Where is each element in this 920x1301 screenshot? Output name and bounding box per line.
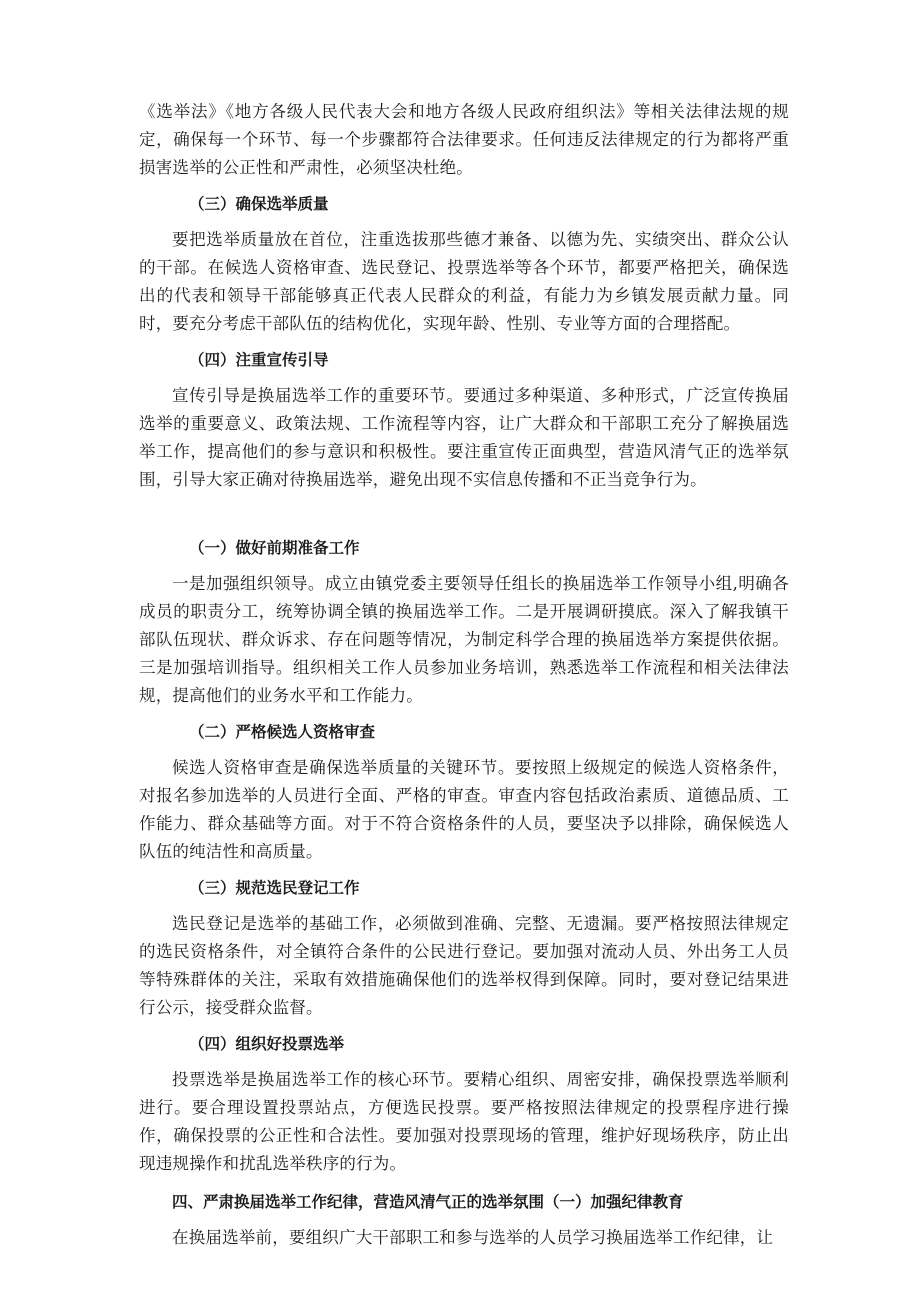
heading-preparation: （一）做好前期准备工作 — [189, 539, 360, 557]
paragraph-preparation: 一是加强组织领导。成立由镇党委主要领导任组长的换届选举工作领导小组,明确各成员的职责分工，统筹协调全镇的换届选举工作。二是开展调研摸底。深入了解我镇干部队伍现状、群众诉求、存在问题等情况，为制定科学合理的换届选举方案提供依据。三是加强培训指导。组织相关工作人员参加业务培训，熟悉选举工作流程和相关法律法规，提高他们的业务水平和工作能力。 — [139, 574, 789, 705]
paragraph-publicity-guidance: 宣传引导是换届选举工作的重要环节。要通过多种渠道、多种形式，广泛宣传换届选举的重要意义、政策法规、工作流程等内容，让广大群众和干部职工充分了解换届选举工作，提高他们的参与意识和积极性。要注重宣传正面典型，营造风清气正的选举氛围，引导大家正确对待换届选举，避免出现不实信息传播和不正当竞争行为。 — [139, 386, 789, 489]
heading-ensure-quality: （三）确保选举质量 — [189, 195, 329, 213]
heading-candidate-review: （二）严格候选人资格审查 — [189, 723, 376, 741]
heading-voting: （四）组织好投票选举 — [189, 1035, 345, 1053]
paragraph-voting: 投票选举是换届选举工作的核心环节。要精心组织、周密安排，确保投票选举顺利进行。要合理设置投票站点，方便选民投票。要严格按照法律规定的投票程序进行操作，确保投票的公正性和合法性。要加强对投票现场的管理，维护好现场秩序，防止出现违规操作和扰乱选举秩序的行为。 — [139, 1070, 789, 1173]
heading-voter-registration: （三）规范选民登记工作 — [189, 879, 360, 897]
paragraph-candidate-review: 候选人资格审查是确保选举质量的关键环节。要按照上级规定的候选人资格条件，对报名参加选举的人员进行全面、严格的审查。审查内容包括政治素质、道德品质、工作能力、群众基础等方面。对于不符合资格条件的人员，要坚决予以排除，确保候选人队伍的纯洁性和高质量。 — [139, 758, 789, 861]
document-page — [139, 98, 789, 1252]
paragraph-section-four: 在换届选举前，要组织广大干部职工和参与选举的人员学习换届选举工作纪律，让 — [172, 1228, 774, 1247]
heading-section-four: 四、严肃换届选举工作纪律，营造风清气正的选举氛围（一）加强纪律教育 — [172, 1193, 684, 1211]
paragraph-voter-registration: 选民登记是选举的基础工作，必须做到准确、完整、无遗漏。要严格按照法律规定的选民资格条件，对全镇符合条件的公民进行登记。要加强对流动人员、外出务工人员等特殊群体的关注，采取有效措施确保他们的选举权得到保障。同时，要对登记结果进行公示，接受群众监督。 — [139, 914, 789, 1017]
paragraph-ensure-quality: 要把选举质量放在首位，注重选拔那些德才兼备、以德为先、实绩突出、群众公认的干部。在候选人资格审查、选民登记、投票选举等各个环节，都要严格把关，确保选出的代表和领导干部能够真正代表人民群众的利益，有能力为乡镇发展贡献力量。同时，要充分考虑干部队伍的结构优化，实现年龄、性别、专业等方面的合理搭配。 — [139, 230, 789, 333]
heading-publicity-guidance: （四）注重宣传引导 — [189, 351, 329, 369]
intro-paragraph: 《选举法》《地方各级人民代表大会和地方各级人民政府组织法》等相关法律法规的规定，确保每一个环节、每一个步骤都符合法律要求。任何违反法律规定的行为都将严重损害选举的公正性和严肃性，必须坚决杜绝。 — [139, 102, 789, 177]
